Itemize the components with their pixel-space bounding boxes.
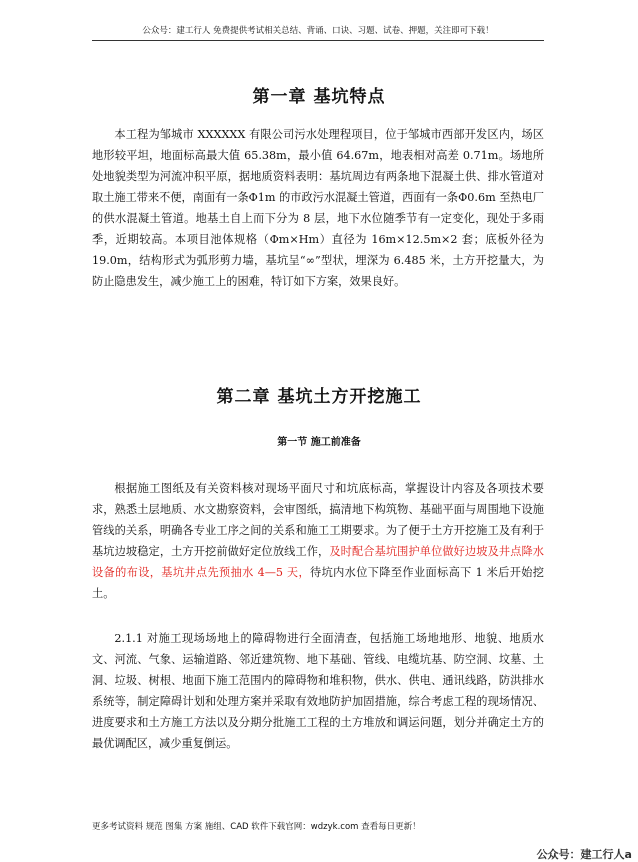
chapter1-title: 第一章 基坑特点: [252, 87, 386, 107]
page-header: 公众号：建工行人 免费提供考试相关总结、背诵、口诀、习题、试卷、押题，关注即可下载！: [92, 22, 544, 41]
paragraph1-tail: 待坑内水位下降至作业面标高下 1 米后开始挖土。: [92, 566, 544, 600]
chapter1-paragraph: 本工程为邹城市 XXXXXX 有限公司污水处理程项目，位于邹城市西部开发区内，场区地形较平坦，地面标高最大值 65.38m，最小值 64.67m，地表相对高差 0.71m。场地所处地貌类型为河流冲积平原，据地质资料表明：基坑周边有两条地下混凝土供、排水管道对取土施工带来不便，南面有一条Φ1m 的市政污水混凝土管道，西面有一条Φ0.6m 至热电厂的供水混凝土管道。地基土自上而下分为 8 层，地下水位随季节有一定变化，现处于多雨季，近期较高。本项目池体规格（Φm×Hm）直径为 16m×12.5m×2 套；底板外径为 19.0m，结构形式为弧形剪力墙，基坑呈“∞”型状，埋深为 6.485 米，土方开挖量大，为防止隐患发生，减少施工上的困难，特订如下方案，效果良好。: [92, 128, 544, 288]
paragraph1-highlight: 及时配合基坑围护单位做好边坡及井点降水设备的布设，基坑井点先预抽水 4—5 天，: [92, 545, 544, 579]
paragraph1-text: 根据施工图纸及有关资料核对现场平面尺寸和坑底标高，掌握设计内容及各项技术要求，熟悉土层地质、水文勘察资料，会审图纸，搞清地下构筑物、基础平面与周围地下设施管线的关系，明确各专业工序之间的关系和施工工期要求。为了便于土方开挖施工及有利于基坑边坡稳定，土方开挖前做好定位放线工作，: [92, 482, 544, 558]
section1-title: 第一节 施工前准备: [277, 437, 361, 448]
chapter2-title: 第二章 基坑土方开挖施工: [216, 387, 422, 407]
chapter2-paragraph2: 2.1.1 对施工现场场地上的障碍物进行全面清查，包括施工场地地形、地貌、地质水文、河流、气象、运输道路、邻近建筑物、地下基础、管线、电缆坑基、防空洞、坟墓、土洞、垃圾、树根、地面下施工范围内的障碍物和堆积物，供水、供电、通讯线路，防洪排水系统等，制定障碍计划和处理方案并采取有效地防护加固措施，综合考虑工程的现场情况、进度要求和土方施工方法以及分期分批施工工程的土方堆放和调运问题，划分并确定土方的最优调配区，减少重复倒运。: [92, 632, 544, 750]
watermark: 公众号：建工行人a: [536, 848, 632, 861]
page-footer: 更多考试资料 规范 图集 方案 施组、CAD 软件下载官网：wdzyk.com 查看每日更新！: [92, 822, 421, 832]
chapter2-paragraph1: [92, 478, 544, 604]
